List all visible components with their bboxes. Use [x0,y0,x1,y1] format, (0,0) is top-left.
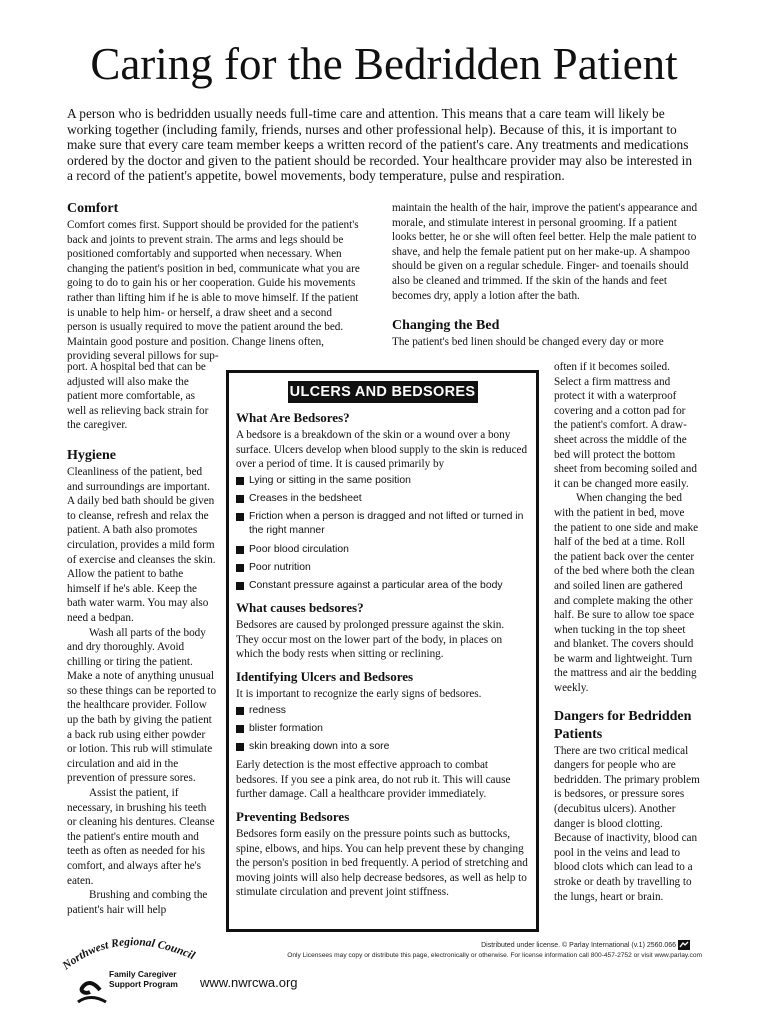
right-column-top [392,201,700,350]
intro-paragraph: A person who is bedridden usually needs full-time care and attention. This means that a care team will likely be working together (including family, friends, nurses and other professional help). Because of this, it is important to make sure that every care team member keeps a written record of the patient's care. Any treatments and medications ordered by the doctor and given to the patient should be recorded. Your healthcare provider may also be interested in a record of the patient's appetite, bowel movements, body temperature, pulse and respiration. [67,106,693,183]
comfort-heading: Comfort [67,201,119,216]
list-item-text: Constant pressure against a particular area of the body [249,580,503,591]
list-item-text: redness [249,704,286,716]
right-column [554,360,700,904]
left-column [67,360,217,917]
list-item [236,579,529,593]
comfort-text-continued: port. A hospital bed that can be adjusted will also make the patient more comfortable, as well as relieving back strain for the caregiver. [67,361,209,432]
hygiene-paragraph-2: Wash all parts of the body and dry thoroughly. Avoid chilling or tiring the patient. Make a note of anything unusual so these things can be reported to the healthcare provider. Follow up the bath by giving the patient a back rub using either powder or lotion. This rub will stimulate circulation and aid in the prevention of pressure sores. [67,626,217,785]
list-item-text: Friction when a person is dragged and not lifted or turned in the right manner [249,511,524,537]
distribution-notice [360,940,690,950]
program-name: Family Caregiver Support Program [109,969,178,989]
bullet-square-icon [236,546,244,554]
bullet-square-icon [236,513,244,521]
identifying-after-text: Early detection is the most effective approach to combat bedsores. If you see a pink area, do not rub it. This will cause further damage. Call a healthcare provider immediately. [236,759,511,801]
list-item-text: skin breaking down into a sore [249,740,390,752]
bullet-square-icon [236,495,244,503]
comfort-text: Comfort comes first. Support should be provided for the patient's back and joints to prevent strain. The arms and legs should be positioned comfortably and supported when necessary. When changing the patient's position in bed, communicate what you are going to do to gain his or her cooperation. Guide his movements rather than lifting him if he is able to move himself. If the patient is unable to help him- or herself, a draw sheet and a second person is usually required to move the patient around the bed. Maintain good posture and position. Change linens often, providing several pillows for sup- [67,219,360,363]
list-item [236,740,529,754]
list-item [236,492,529,506]
list-item [236,510,529,538]
changing-bed-intro: The patient's bed linen should be changed every day or more [392,336,664,349]
parlay-logo-icon [678,940,690,950]
list-item [236,543,529,557]
comfort-section [67,200,361,364]
grooming-text: maintain the health of the hair, improve the patient's appearance and morale, and stimulate interest in personal grooming. If a patient looks better, he or she will often feel better. Help the male patient to shave, and help the female patient put on her make-up. A shampoo should be given on a regular schedule. Finger- and toenails should also be cleaned and trimmed. If the skin of the hands and feet becomes dry, apply a lotion after the bath. [392,202,698,302]
ulcers-bedsores-box [226,370,539,932]
distribution-text: Distributed under license. © Parlay International (v.1) 2560.066 [481,941,677,949]
bullet-square-icon [236,477,244,485]
hygiene-heading: Hygiene [67,447,116,463]
license-notice: Only Licensees may copy or distribute this page, electronically or otherwise. For license information call 800-457-2752 or visit www.parlay.com [287,952,702,959]
hygiene-paragraph-4: Brushing and combing the patient's hair will help [67,889,208,916]
box-banner: ULCERS AND BEDSORES [288,381,478,403]
bullet-square-icon [236,725,244,733]
organization-name: Northwest Regional Council [60,936,197,973]
what-are-bedsores-text: A bedsore is a breakdown of the skin or a wound over a bony surface. Ulcers develop when blood supply to the skin is reduced over a period of time. It is caused primarily by [236,429,528,471]
bullet-square-icon [236,707,244,715]
changing-bed-paragraph-2: When changing the bed with the patient in bed, move the patient to one side and make half of the bed at a time. Roll the patient back over the center of the bed where both the clean and soiled linen are gathered and complete making the other half. Be sure to allow toe space when tucking in the top sheet and blanket. The covers should be warm and lightweight. Turn the mattress and air the bedding weekly. [554,492,699,695]
list-item [236,704,529,718]
dangers-text: There are two critical medical dangers for people who are bedridden. The primary problem is bedsores, or pressure sores (decubitus ulcers). Another danger is blood clotting. Because of inactivity, blood can pool in the veins and lead to blood clots which can lead to a stroke or death by travelling to the lungs, heart or brain. [554,744,700,903]
list-item-text: Poor blood circulation [249,543,349,555]
list-item [236,722,529,736]
list-item-text: Lying or sitting in the same position [249,474,411,486]
bullet-square-icon [236,564,244,572]
bullet-square-icon [236,582,244,590]
list-item [236,474,529,488]
list-item-text: blister formation [249,722,323,734]
what-are-bedsores-heading: What Are Bedsores? [236,410,350,425]
changing-bed-paragraph-1: often if it becomes soiled. Select a firm mattress and protect it with a waterproof covering and a cotton pad for the patient's comfort. A draw-sheet across the middle of the bed will protect the bottom sheet from becoming soiled and it can be changed more easily. [554,361,697,490]
svg-text:Northwest Regional Council [60,936,197,973]
bullet-square-icon [236,743,244,751]
list-item-text: Poor nutrition [249,561,311,573]
what-causes-heading: What causes bedsores? [236,600,364,616]
list-item [236,561,529,575]
causes-list [236,474,529,593]
preventing-heading: Preventing Bedsores [236,808,350,824]
signs-list [236,704,529,755]
identifying-text: It is important to recognize the early signs of bedsores. [236,687,482,700]
dangers-heading: Dangers for Bedridden Patients [554,708,692,742]
list-item-text: Creases in the bedsheet [249,492,362,504]
what-causes-text: Bedsores are caused by prolonged pressure against the skin. They occur most on the lower part of the body, in places on which the body rests when sitting or reclining. [236,619,505,661]
changing-bed-heading: Changing the Bed [392,318,500,334]
page-title: Caring for the Bedridden Patient [90,39,678,89]
preventing-text: Bedsores form easily on the pressure points such as buttocks, spine, elbows, and hips. You can help prevent these by changing the person's position in bed frequently. A period of stretching and moving joints will also help decrease bedsores, as well as help to stimulate circulation and prevent joint stiffness. [236,827,528,899]
hygiene-paragraph-3: Assist the patient, if necessary, in brushing his teeth or cleaning his dentures. Cleanse the patient's entire mouth and teeth as often as needed for his comfort, and always after he's eaten. [67,787,215,887]
website-link[interactable]: www.nwrcwa.org [200,975,298,990]
identifying-heading: Identifying Ulcers and Bedsores [236,668,414,684]
hygiene-paragraph-1: Cleanliness of the patient, bed and surroundings are important. A daily bed bath should be given to cleanse, refresh and relax the patient. A bath also promotes circulation, provides a mild form of exercise and cleanses the skin. Allow the patient to bathe himself if he's able. Keep the bath water warm. You may also need a bedpan. [67,465,216,624]
